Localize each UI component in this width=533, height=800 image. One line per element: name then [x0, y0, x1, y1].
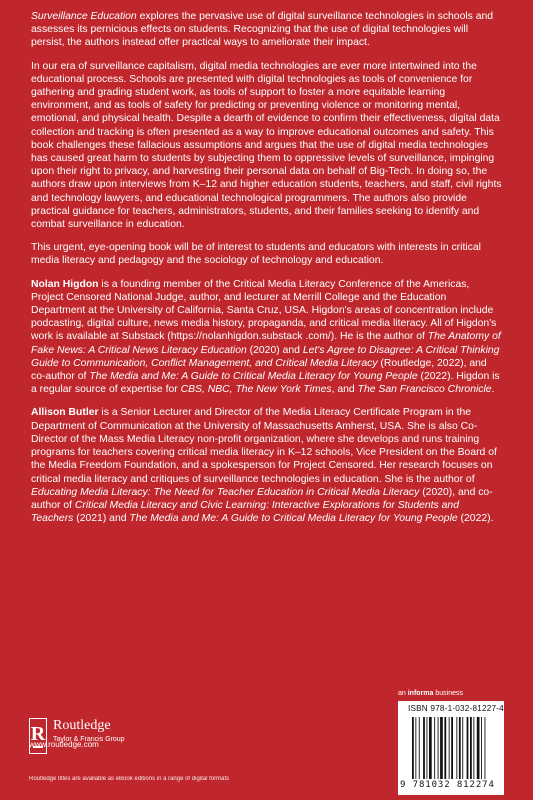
barcode-block: [398, 701, 504, 795]
author-name: Allison Butler: [31, 407, 99, 419]
author-bio-higdon: Nolan Higdon is a founding member of the Critical Media Literacy Conference of the Americas, Project Censored National Judge, author, and lecturer at Merrill College and the Education Department at the University of California, Santa Cruz, USA. Higdon's areas of concentration include podcasting, digital culture, news media history, propaganda, and critical media literacy. All of Higdon's work is available at Substack (https://nolanhigdon.substack .com/). He is the author of The Anatomy of Fake News: A Critical News Literacy Education (2020) and Let's Agree to Disagree: A Critical Thinking Guide to Communication, Conflict Management, and Critical Media Literacy (Routledge, 2022), and co-author of The Media and Me: A Guide to Critical Media Literacy for Young People (2022). Higdon is a regular source of expertise for CBS, NBC, The New York Times, and The San Francisco Chronicle.: [31, 278, 501, 396]
author-name: Nolan Higdon: [31, 278, 99, 290]
blurb-text: [31, 10, 503, 535]
routledge-logo-icon: R: [29, 718, 47, 754]
publisher-name: Routledge: [53, 718, 111, 733]
book-title: Surveillance Education: [31, 11, 137, 22]
barcode-icon: [412, 717, 494, 779]
author-bio-butler: Allison Butler is a Senior Lecturer and Director of the Media Literacy Certificate Program in the Department of Communication at the University of Massachusetts Amherst, USA. She is also Co-Director of the Mass Media Literacy non-profit organization, where she develops and runs training programs for teachers covering critical media literacy in K–12 schools, Vice President on the Board of the Media Freedom Foundation, and a spokesperson for Project Censored. Her research focuses on critical media literacy and critiques of surveillance technologies in education. She is the author of Educating Media Literacy: The Need for Teacher Education in Critical Media Literacy (2020), and co-author of Critical Media Literacy and Civic Learning: Interactive Explorations for Students and Teachers (2021) and The Media and Me: A Guide to Critical Media Literacy for Young People (2022).: [31, 407, 497, 525]
publisher-website[interactable]: www.routledge.com: [29, 740, 99, 749]
publisher-group: Taylor & Francis Group: [53, 736, 125, 743]
barcode-digits: 9 781032 812274: [400, 780, 495, 790]
informa-business-label: an informa business: [398, 690, 463, 697]
description-paragraph: In our era of surveillance capitalism, digital media technologies are ever more intertwined into the educational process. Schools are presented with digital technologies as tools of convenience for gathering and grading student work, as tools of support to foster a more equitable learning environment, and as tools of safety for predicting or preventing violence or monitoring mental, emotional, and physical health. Despite a dearth of evidence to confirm their effectiveness, digital data collection and tracking is often presented as a way to improve educational outcomes and safety. This book challenges these fallacious assumptions and argues that the use of digital media technologies has caused great harm to students by subjecting them to oppressive levels of surveillance, impinging upon their right to privacy, and harvesting their personal data on behalf of Big-Tech. In doing so, the authors draw upon interviews from K–12 and higher education students, teachers, and staff, civil rights and technology lawyers, and educational technological programmers. The authors also provide practical guidance for teachers, administrators, students, and their families seeking to identify and combat surveillance in education.: [31, 60, 502, 231]
intro-paragraph: Surveillance Education explores the pervasive use of digital surveillance technologies in schools and assesses its pernicious effects on students. Recognizing that the use of digital technologies will persist, the authors instead offer practical ways to ameliorate their impact.: [31, 11, 494, 49]
ebook-note: Routledge titles are available as eBook editions in a range of digital formats: [29, 776, 230, 782]
audience-paragraph: This urgent, eye-opening book will be of interest to students and educators with interests in critical media literacy and pedagogy and the sociology of technology and education.: [31, 242, 481, 267]
isbn-label: ISBN 978-1-032-81227-4: [408, 704, 504, 713]
